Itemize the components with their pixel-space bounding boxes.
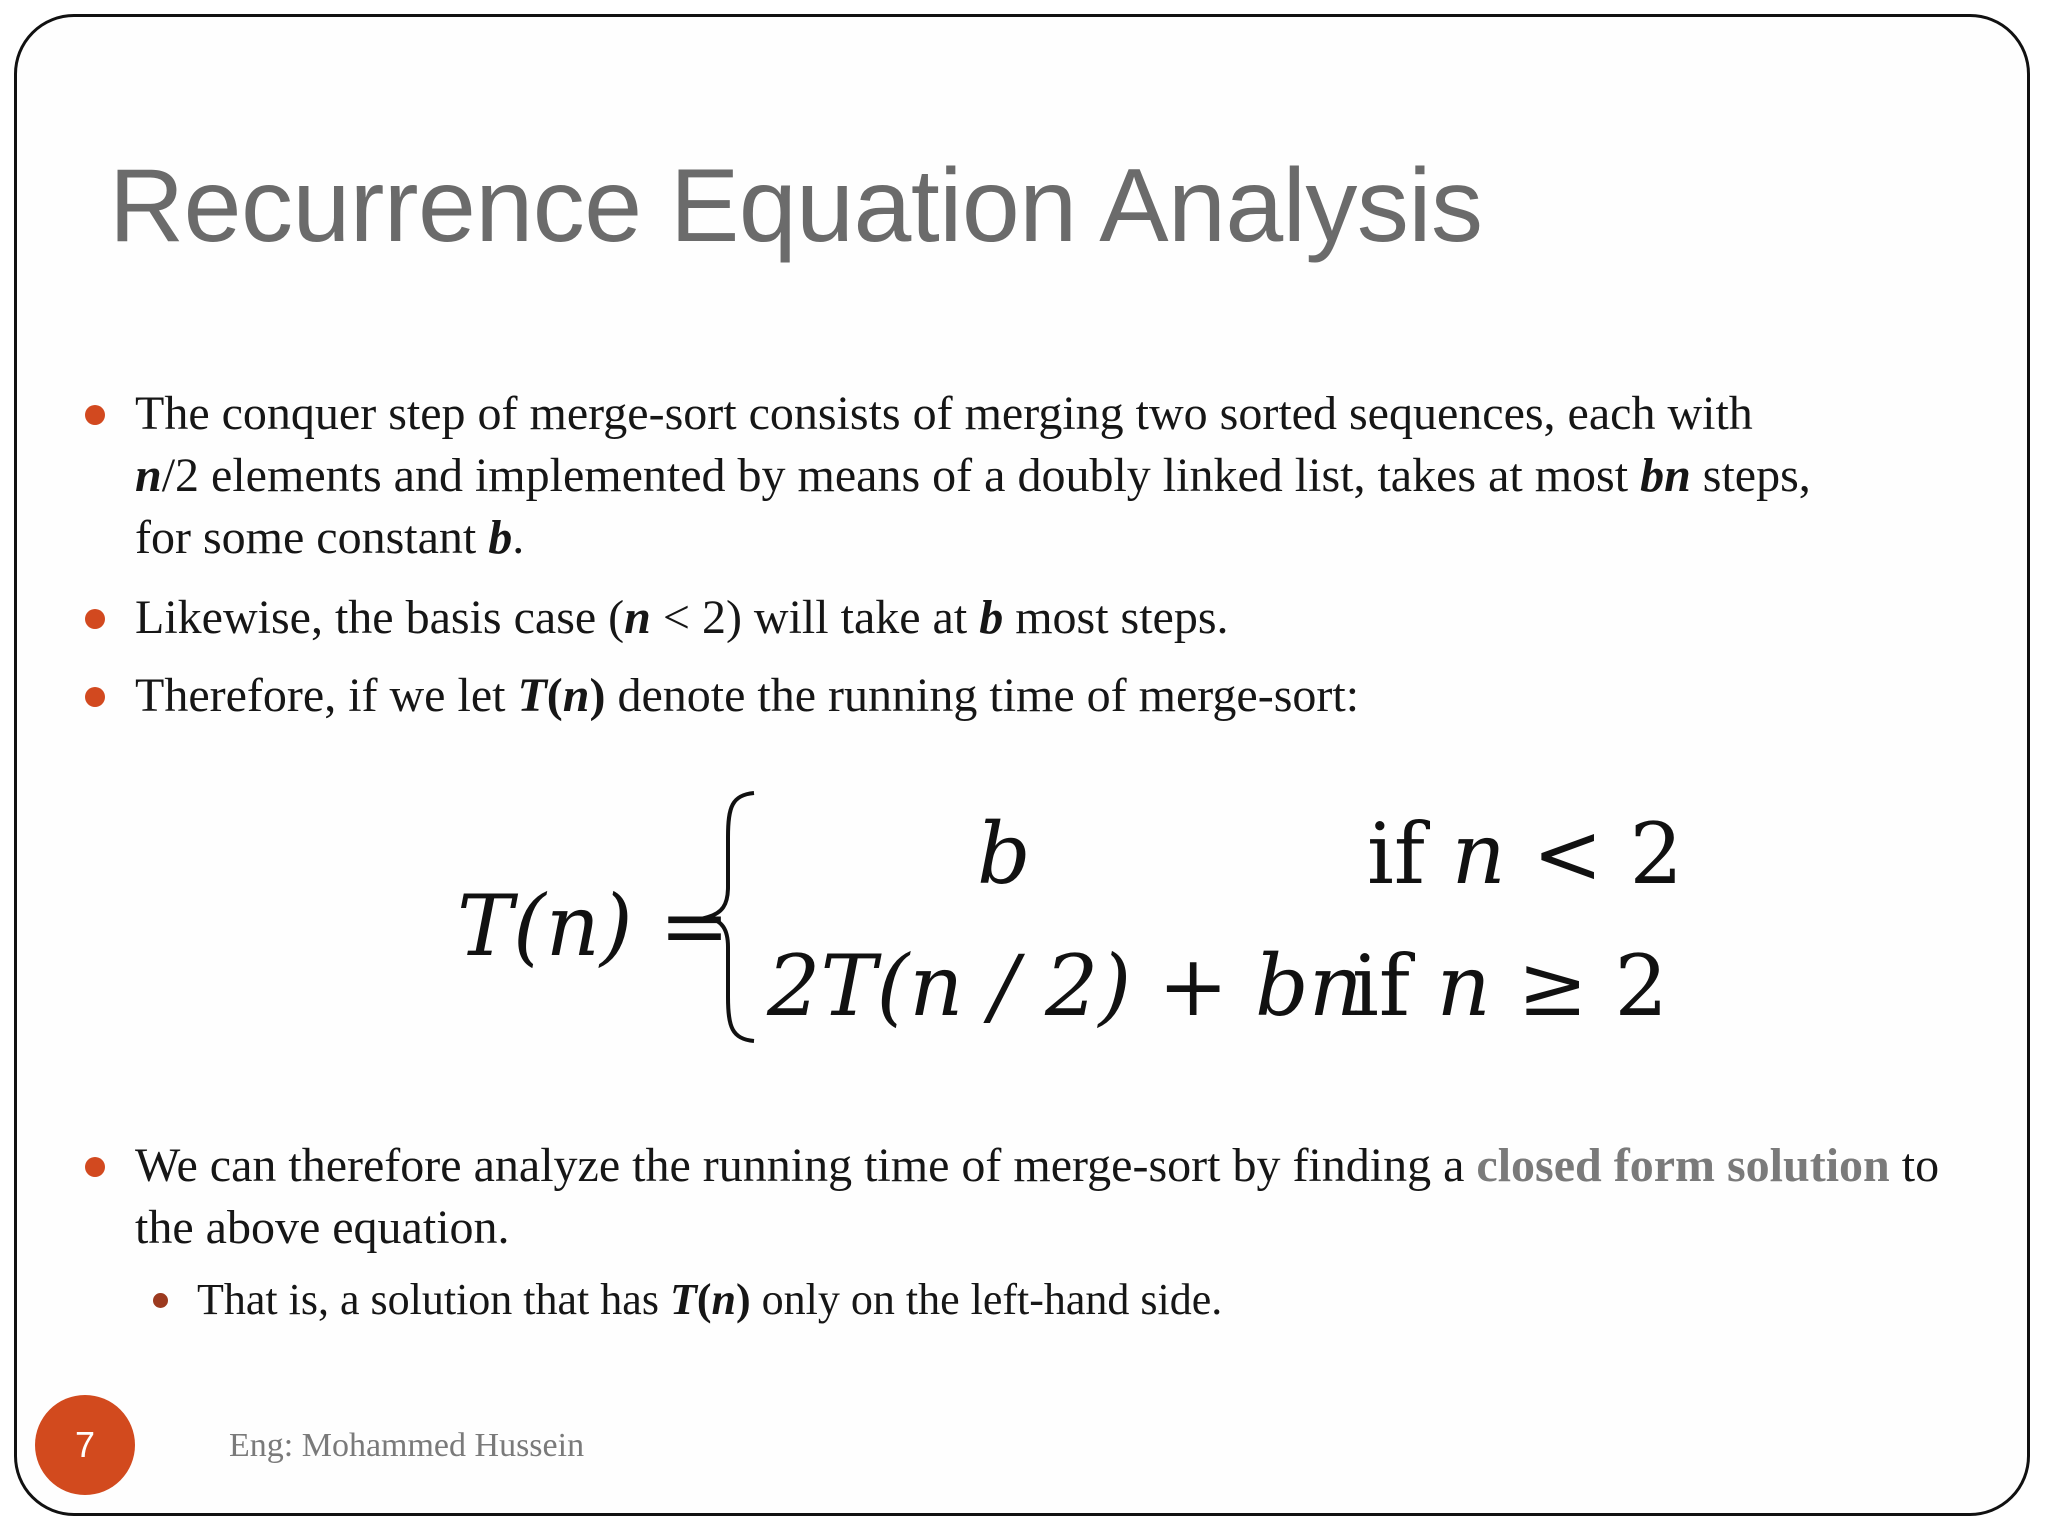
slide-number-badge: 7: [35, 1395, 135, 1495]
paren-close: ): [589, 669, 606, 722]
bullet-text: /2 elements and implemented by means of a doubly linked list, takes at most: [161, 449, 1629, 502]
case2-value: 2T(n / 2) + bn: [767, 937, 1363, 1035]
var-T: T: [669, 1275, 697, 1324]
paren-close: ): [735, 1275, 751, 1324]
var-n: n: [135, 449, 162, 502]
var-n: n: [1436, 937, 1491, 1035]
bullet-closed-form: [135, 1135, 1965, 1259]
case1-condition: [1367, 805, 1683, 903]
case1-value: b: [977, 805, 1031, 903]
var-n: n: [624, 591, 651, 644]
closed-form-highlight: closed form solution: [1476, 1139, 1890, 1192]
relation: ≥ 2: [1490, 937, 1668, 1035]
relation: < 2: [1505, 805, 1683, 903]
bullet-text: < 2) will take at: [650, 591, 980, 644]
equation-lhs: T(n) =: [457, 877, 730, 975]
bullet-text: denote the running time of merge-sort:: [605, 669, 1360, 722]
bullet-text: Likewise, the basis case (: [135, 591, 625, 644]
bullet-text: to the above equation.: [135, 1139, 1940, 1254]
bullet-text: most steps.: [1003, 591, 1229, 644]
var-n: n: [1451, 805, 1506, 903]
bullet-text: Therefore, if we let: [135, 669, 518, 722]
case2-condition: [1352, 937, 1668, 1035]
var-n: n: [562, 669, 590, 722]
bullet-text: The conquer step of merge-sort consists of merging two sorted sequences, each with: [135, 387, 1753, 440]
recurrence-equation: [437, 787, 1697, 1057]
bullet-text: We can therefore analyze the running time of merge-sort by finding a: [135, 1139, 1477, 1192]
bullet-text: That is, a solution that has: [197, 1275, 670, 1324]
paren-open: (: [696, 1275, 712, 1324]
bullet-dot: [85, 405, 105, 425]
slide-title: Recurrence Equation Analysis: [109, 148, 1483, 264]
bullet-conquer-step: [135, 383, 1965, 569]
sub-bullet-left-hand-side: [197, 1271, 1897, 1329]
bullet-text: steps,: [1690, 449, 1811, 502]
var-b: b: [979, 591, 1004, 644]
paren-open: (: [546, 669, 563, 722]
bullet-dot: [85, 1157, 105, 1177]
footer-author: Eng: Mohammed Hussein: [229, 1427, 585, 1464]
slide: [14, 14, 2030, 1516]
bullet-text: .: [512, 511, 525, 564]
bullet-dot: [85, 609, 105, 629]
bullet-text: only on the left-hand side.: [750, 1275, 1223, 1324]
sub-bullet-dot: [153, 1293, 168, 1308]
var-n: n: [711, 1275, 736, 1324]
if-keyword: if: [1367, 805, 1452, 903]
if-keyword: if: [1352, 937, 1437, 1035]
bullet-basis-case: [135, 587, 1965, 649]
var-T: T: [517, 669, 547, 722]
bullet-text: for some constant: [135, 511, 489, 564]
curly-brace-icon: [702, 787, 762, 1047]
var-bn: bn: [1640, 449, 1691, 502]
bullet-therefore: [135, 665, 1965, 727]
bullet-dot: [85, 687, 105, 707]
slide-content: [17, 17, 2027, 1513]
var-b: b: [488, 511, 513, 564]
